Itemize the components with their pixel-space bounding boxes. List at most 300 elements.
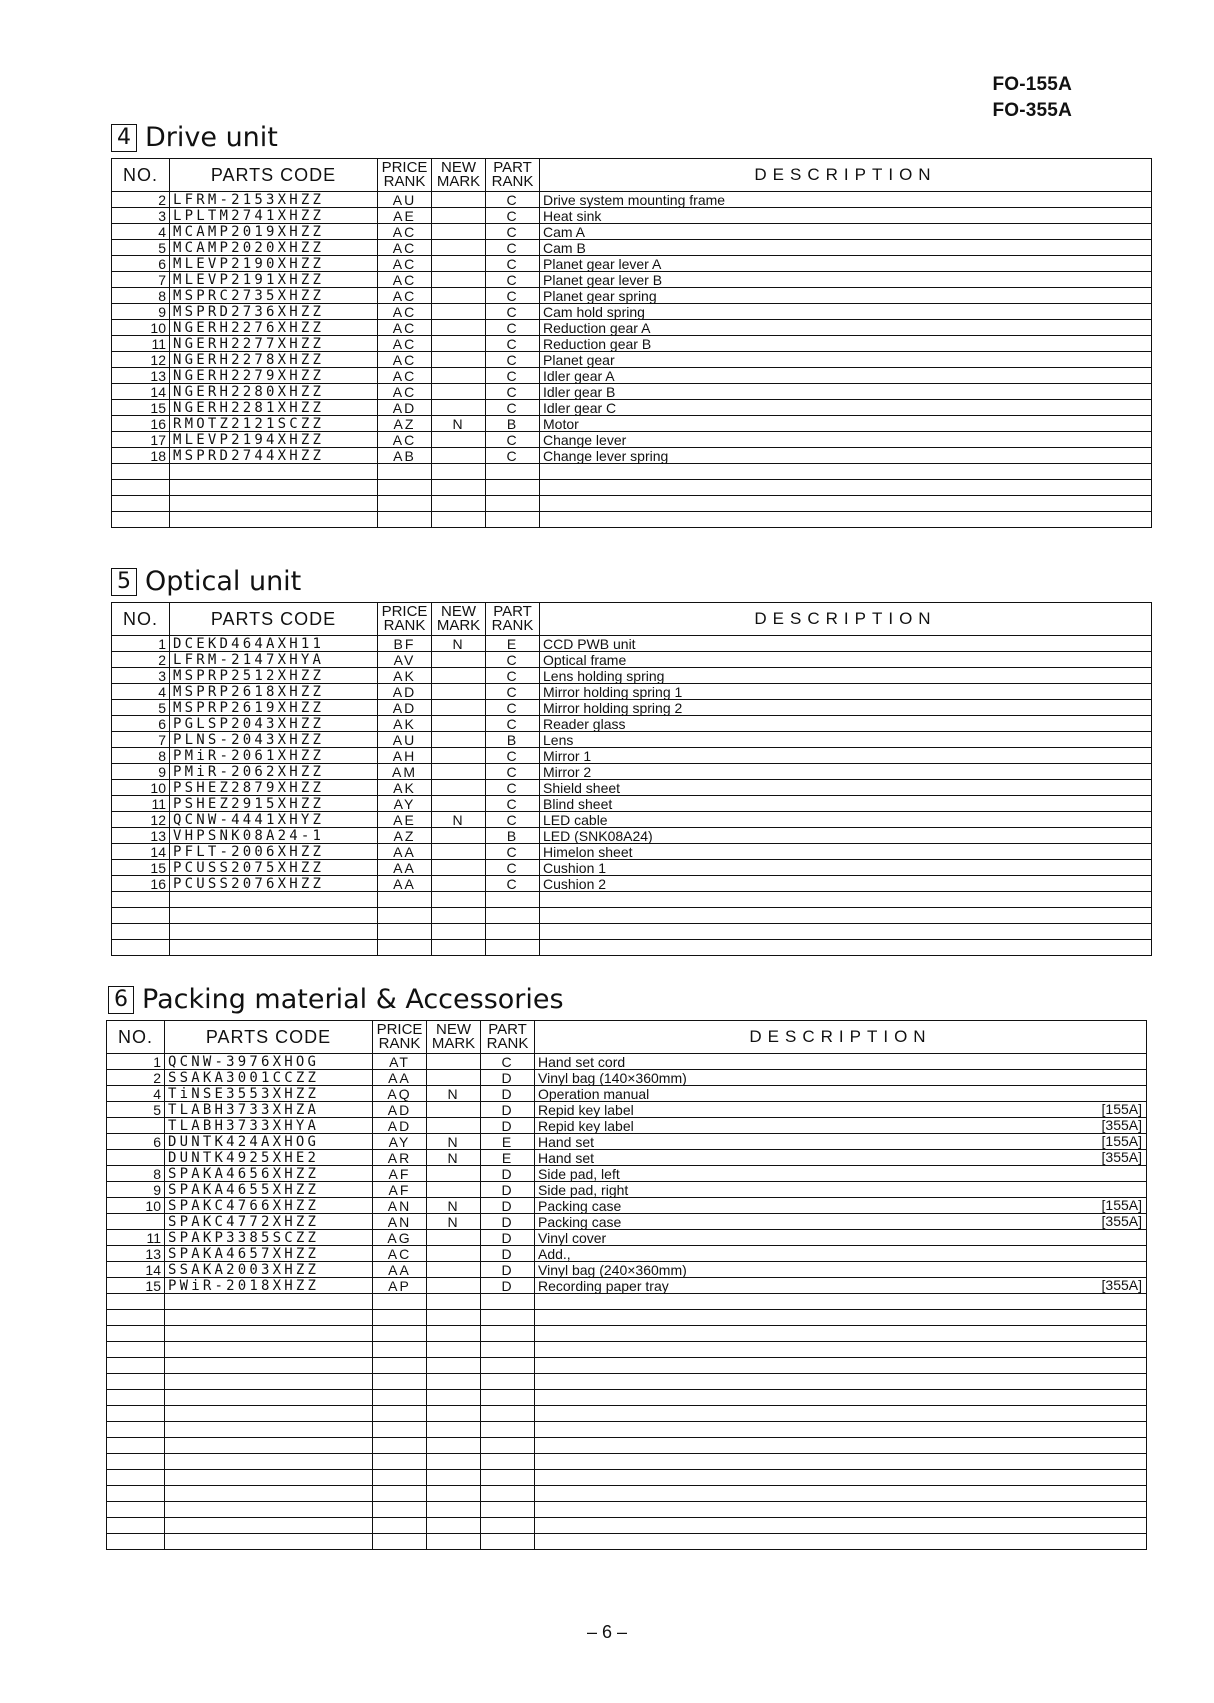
cell-new-mark: N — [427, 1198, 481, 1214]
blank-cell — [378, 512, 432, 528]
description-text: Repid key label — [538, 1101, 634, 1118]
col-header-new-mark-line1: NEW — [441, 603, 476, 620]
model-tag: [355A] — [1101, 1149, 1142, 1165]
cell-parts-code: LPLTM2741XHZZ — [170, 208, 378, 224]
blank-cell — [165, 1310, 373, 1326]
table-row — [112, 684, 1152, 700]
cell-price-rank: AA — [378, 876, 432, 892]
col-header-description: DESCRIPTION — [535, 1021, 1147, 1054]
cell-part-rank: C — [486, 876, 540, 892]
section-title-drive — [111, 122, 278, 153]
cell-part-rank: C — [481, 1054, 535, 1070]
cell-part-rank: C — [486, 668, 540, 684]
table-row — [107, 1086, 1147, 1102]
blank-cell — [486, 496, 540, 512]
blank-cell — [535, 1438, 1147, 1454]
cell-no: 5 — [112, 700, 170, 716]
table-row — [107, 1102, 1147, 1118]
cell-part-rank: D — [481, 1086, 535, 1102]
cell-price-rank: AY — [378, 796, 432, 812]
cell-part-rank: D — [481, 1230, 535, 1246]
cell-new-mark: N — [427, 1086, 481, 1102]
blank-cell — [165, 1486, 373, 1502]
cell-part-rank: C — [486, 432, 540, 448]
blank-cell — [373, 1310, 427, 1326]
cell-new-mark — [432, 796, 486, 812]
blank-row — [107, 1294, 1147, 1310]
cell-new-mark — [432, 844, 486, 860]
description-text: Repid key label — [538, 1117, 634, 1134]
cell-new-mark — [432, 320, 486, 336]
cell-part-rank: D — [481, 1070, 535, 1086]
model-number-2: FO-355A — [992, 100, 1072, 121]
blank-cell — [486, 940, 540, 956]
cell-price-rank: AZ — [378, 416, 432, 432]
cell-part-rank: D — [481, 1118, 535, 1134]
cell-new-mark — [427, 1070, 481, 1086]
cell-no: 3 — [112, 208, 170, 224]
cell-part-rank: D — [481, 1102, 535, 1118]
cell-part-rank: C — [486, 716, 540, 732]
cell-part-rank: C — [486, 764, 540, 780]
cell-price-rank: AC — [378, 256, 432, 272]
blank-cell — [165, 1518, 373, 1534]
cell-parts-code: SSAKA3001CCZZ — [165, 1070, 373, 1086]
description-text: Cushion 1 — [543, 859, 607, 876]
col-header-new-mark-line2: MARK — [436, 617, 481, 634]
cell-no: 10 — [112, 320, 170, 336]
blank-cell — [107, 1470, 165, 1486]
col-header-part-rank-line1: PART — [488, 1021, 527, 1038]
table-row — [112, 796, 1152, 812]
cell-price-rank: AN — [373, 1198, 427, 1214]
blank-cell — [165, 1326, 373, 1342]
blank-cell — [112, 940, 170, 956]
table-row — [107, 1214, 1147, 1230]
cell-part-rank: C — [486, 192, 540, 208]
blank-cell — [112, 496, 170, 512]
cell-part-rank: C — [486, 748, 540, 764]
cell-price-rank: AA — [373, 1262, 427, 1278]
description-text: Side pad, right — [538, 1181, 629, 1198]
blank-cell — [107, 1358, 165, 1374]
description-text: Cushion 2 — [543, 875, 607, 892]
blank-cell — [535, 1342, 1147, 1358]
description-text: Optical frame — [543, 651, 627, 668]
table-row — [112, 336, 1152, 352]
description-text: Shield sheet — [543, 779, 621, 796]
blank-cell — [540, 512, 1152, 528]
description-text: Packing case — [538, 1213, 622, 1230]
cell-new-mark — [432, 208, 486, 224]
col-header-description: DESCRIPTION — [540, 159, 1152, 192]
blank-cell — [481, 1486, 535, 1502]
col-header-new-mark — [432, 603, 486, 636]
model-tag: [355A] — [1101, 1277, 1142, 1293]
cell-description — [540, 192, 1152, 208]
blank-cell — [107, 1518, 165, 1534]
col-header-new-mark — [432, 159, 486, 192]
cell-parts-code: PMiR-2061XHZZ — [170, 748, 378, 764]
cell-part-rank: C — [486, 336, 540, 352]
cell-price-rank: AD — [373, 1118, 427, 1134]
table-row — [112, 652, 1152, 668]
description-text: Change lever — [543, 431, 627, 448]
cell-no: 9 — [107, 1182, 165, 1198]
cell-parts-code: MLEVP2191XHZZ — [170, 272, 378, 288]
col-header-price-rank-line2: RANK — [378, 1035, 421, 1052]
col-header-no: NO. — [112, 603, 170, 636]
cell-new-mark — [432, 732, 486, 748]
cell-no: 18 — [112, 448, 170, 464]
cell-no: 7 — [112, 732, 170, 748]
blank-cell — [170, 464, 378, 480]
cell-no: 8 — [112, 288, 170, 304]
col-header-new-mark-line1: NEW — [441, 159, 476, 176]
cell-description — [535, 1102, 1147, 1118]
cell-description — [540, 748, 1152, 764]
cell-price-rank: AC — [378, 288, 432, 304]
cell-price-rank: AC — [378, 304, 432, 320]
section-number: 5 — [111, 568, 137, 596]
blank-row — [107, 1374, 1147, 1390]
cell-description — [535, 1278, 1147, 1294]
page-number: – 6 – — [586, 1622, 628, 1642]
description-text: Reduction gear A — [543, 319, 651, 336]
cell-no: 12 — [112, 352, 170, 368]
cell-no: 2 — [112, 192, 170, 208]
cell-description — [540, 668, 1152, 684]
cell-parts-code: PSHEZ2879XHZZ — [170, 780, 378, 796]
table-row — [112, 844, 1152, 860]
cell-new-mark — [427, 1054, 481, 1070]
blank-row — [112, 496, 1152, 512]
cell-description — [540, 684, 1152, 700]
cell-description — [540, 256, 1152, 272]
blank-cell — [481, 1534, 535, 1550]
cell-description — [540, 652, 1152, 668]
table-row — [112, 384, 1152, 400]
cell-no: 11 — [112, 336, 170, 352]
blank-cell — [481, 1470, 535, 1486]
cell-parts-code: SPAKA4655XHZZ — [165, 1182, 373, 1198]
cell-no: 15 — [107, 1278, 165, 1294]
cell-no: 5 — [107, 1102, 165, 1118]
cell-new-mark — [432, 828, 486, 844]
blank-cell — [373, 1518, 427, 1534]
cell-part-rank: C — [486, 700, 540, 716]
model-tag: [355A] — [1101, 1213, 1142, 1229]
blank-cell — [535, 1470, 1147, 1486]
description-text: LED cable — [543, 811, 608, 828]
cell-description — [535, 1134, 1147, 1150]
cell-parts-code: TLABH3733XHYA — [165, 1118, 373, 1134]
cell-description — [535, 1246, 1147, 1262]
table-row — [107, 1198, 1147, 1214]
blank-cell — [427, 1342, 481, 1358]
cell-parts-code: SPAKP3385SCZZ — [165, 1230, 373, 1246]
blank-cell — [540, 464, 1152, 480]
table-row — [112, 192, 1152, 208]
section-title-optical — [111, 566, 301, 597]
blank-cell — [432, 480, 486, 496]
table-row — [107, 1166, 1147, 1182]
description-text: Cam B — [543, 239, 586, 256]
cell-no: 14 — [112, 844, 170, 860]
cell-new-mark — [432, 272, 486, 288]
table-row — [112, 876, 1152, 892]
description-text: Lens — [543, 731, 574, 748]
cell-part-rank: E — [481, 1134, 535, 1150]
cell-price-rank: AU — [378, 732, 432, 748]
section-title-text: Packing material & Accessories — [142, 984, 564, 1015]
cell-parts-code: PGLSP2043XHZZ — [170, 716, 378, 732]
blank-row — [112, 908, 1152, 924]
blank-row — [107, 1406, 1147, 1422]
blank-cell — [165, 1294, 373, 1310]
cell-parts-code: QCNW-3976XHOG — [165, 1054, 373, 1070]
description-text: Mirror holding spring 2 — [543, 699, 683, 716]
table-row — [112, 368, 1152, 384]
table-row — [107, 1246, 1147, 1262]
blank-cell — [378, 464, 432, 480]
table-row — [107, 1262, 1147, 1278]
cell-description — [540, 240, 1152, 256]
cell-part-rank: D — [481, 1166, 535, 1182]
blank-cell — [165, 1390, 373, 1406]
cell-description — [540, 400, 1152, 416]
cell-parts-code: LFRM-2147XHYA — [170, 652, 378, 668]
cell-price-rank: AF — [373, 1166, 427, 1182]
col-header-part-rank — [486, 159, 540, 192]
cell-parts-code: VHPSNK08A24-1 — [170, 828, 378, 844]
table-row — [112, 716, 1152, 732]
cell-new-mark — [432, 764, 486, 780]
blank-cell — [432, 940, 486, 956]
model-tag: [355A] — [1101, 1117, 1142, 1133]
col-header-price-rank — [378, 603, 432, 636]
blank-cell — [165, 1358, 373, 1374]
cell-parts-code: NGERH2277XHZZ — [170, 336, 378, 352]
blank-cell — [378, 908, 432, 924]
cell-no: 8 — [107, 1166, 165, 1182]
blank-cell — [535, 1294, 1147, 1310]
cell-parts-code: PCUSS2076XHZZ — [170, 876, 378, 892]
blank-cell — [540, 908, 1152, 924]
cell-parts-code: NGERH2280XHZZ — [170, 384, 378, 400]
blank-cell — [432, 512, 486, 528]
blank-cell — [373, 1486, 427, 1502]
blank-cell — [535, 1534, 1147, 1550]
blank-cell — [540, 940, 1152, 956]
cell-price-rank: AC — [378, 240, 432, 256]
description-text: Planet gear spring — [543, 287, 657, 304]
cell-no: 9 — [112, 304, 170, 320]
blank-cell — [540, 924, 1152, 940]
description-text: Side pad, left — [538, 1165, 620, 1182]
cell-no: 9 — [112, 764, 170, 780]
cell-part-rank: C — [486, 272, 540, 288]
blank-cell — [432, 908, 486, 924]
blank-cell — [107, 1342, 165, 1358]
blank-cell — [427, 1326, 481, 1342]
cell-new-mark — [432, 288, 486, 304]
blank-cell — [427, 1534, 481, 1550]
blank-row — [112, 940, 1152, 956]
blank-cell — [373, 1438, 427, 1454]
description-text: Planet gear — [543, 351, 615, 368]
cell-description — [540, 716, 1152, 732]
cell-price-rank: AK — [378, 780, 432, 796]
cell-description — [535, 1150, 1147, 1166]
model-number-1: FO-155A — [992, 74, 1072, 95]
blank-cell — [373, 1502, 427, 1518]
cell-no: 15 — [112, 860, 170, 876]
description-text: Idler gear A — [543, 367, 615, 384]
blank-row — [107, 1358, 1147, 1374]
description-text: Idler gear C — [543, 399, 617, 416]
blank-cell — [427, 1454, 481, 1470]
blank-cell — [107, 1486, 165, 1502]
col-header-part-rank-line1: PART — [493, 603, 532, 620]
cell-no: 11 — [112, 796, 170, 812]
col-header-new-mark-line2: MARK — [436, 173, 481, 190]
description-text: Cam A — [543, 223, 586, 240]
cell-part-rank: B — [486, 732, 540, 748]
col-header-price-rank-line1: PRICE — [381, 159, 428, 176]
blank-cell — [481, 1358, 535, 1374]
cell-no: 4 — [107, 1086, 165, 1102]
cell-parts-code: PWiR-2018XHZZ — [165, 1278, 373, 1294]
header-row — [107, 1021, 1147, 1054]
cell-description — [535, 1118, 1147, 1134]
blank-cell — [373, 1406, 427, 1422]
cell-new-mark — [432, 304, 486, 320]
cell-new-mark — [427, 1230, 481, 1246]
table-row — [112, 780, 1152, 796]
blank-cell — [112, 892, 170, 908]
col-header-new-mark-line1: NEW — [436, 1021, 471, 1038]
cell-parts-code: DUNTK424AXHOG — [165, 1134, 373, 1150]
blank-row — [107, 1454, 1147, 1470]
model-tag: [155A] — [1101, 1197, 1142, 1213]
cell-no: 1 — [107, 1054, 165, 1070]
cell-price-rank: AB — [378, 448, 432, 464]
blank-cell — [165, 1374, 373, 1390]
cell-description — [540, 636, 1152, 652]
blank-cell — [107, 1390, 165, 1406]
cell-parts-code: MCAMP2020XHZZ — [170, 240, 378, 256]
blank-row — [107, 1486, 1147, 1502]
cell-price-rank: AG — [373, 1230, 427, 1246]
blank-cell — [535, 1422, 1147, 1438]
table-row — [112, 304, 1152, 320]
blank-cell — [378, 924, 432, 940]
description-text: Vinyl cover — [538, 1229, 607, 1246]
blank-cell — [170, 924, 378, 940]
cell-no: 6 — [107, 1134, 165, 1150]
blank-cell — [481, 1342, 535, 1358]
cell-parts-code: SPAKA4657XHZZ — [165, 1246, 373, 1262]
description-text: Hand set — [538, 1149, 595, 1166]
cell-price-rank: AC — [378, 320, 432, 336]
blank-row — [107, 1422, 1147, 1438]
cell-description — [540, 448, 1152, 464]
cell-part-rank: B — [486, 828, 540, 844]
cell-price-rank: AC — [378, 272, 432, 288]
cell-new-mark — [432, 652, 486, 668]
cell-new-mark — [432, 384, 486, 400]
cell-price-rank: AC — [373, 1246, 427, 1262]
blank-cell — [378, 480, 432, 496]
cell-price-rank: AU — [378, 192, 432, 208]
table-row — [107, 1182, 1147, 1198]
description-text: Blind sheet — [543, 795, 613, 812]
cell-part-rank: C — [486, 320, 540, 336]
description-text: Heat sink — [543, 207, 602, 224]
blank-cell — [535, 1326, 1147, 1342]
cell-price-rank: AV — [378, 652, 432, 668]
cell-part-rank: D — [481, 1198, 535, 1214]
blank-cell — [535, 1406, 1147, 1422]
cell-no: 2 — [107, 1070, 165, 1086]
table-row — [112, 320, 1152, 336]
cell-part-rank: B — [486, 416, 540, 432]
cell-parts-code: PMiR-2062XHZZ — [170, 764, 378, 780]
cell-part-rank: C — [486, 652, 540, 668]
cell-price-rank: AA — [378, 844, 432, 860]
cell-no: 17 — [112, 432, 170, 448]
cell-new-mark — [427, 1246, 481, 1262]
table-row — [112, 828, 1152, 844]
table-row — [112, 432, 1152, 448]
cell-description — [540, 732, 1152, 748]
section-number: 6 — [108, 986, 134, 1014]
blank-row — [112, 924, 1152, 940]
cell-no: 15 — [112, 400, 170, 416]
cell-description — [540, 352, 1152, 368]
cell-part-rank: C — [486, 812, 540, 828]
cell-new-mark — [432, 224, 486, 240]
cell-price-rank: AC — [378, 432, 432, 448]
blank-cell — [427, 1438, 481, 1454]
description-text: Lens holding spring — [543, 667, 665, 684]
cell-price-rank: AC — [378, 336, 432, 352]
blank-cell — [427, 1470, 481, 1486]
cell-new-mark — [432, 432, 486, 448]
cell-no: 14 — [107, 1262, 165, 1278]
cell-price-rank: AZ — [378, 828, 432, 844]
blank-cell — [107, 1406, 165, 1422]
table-row — [107, 1134, 1147, 1150]
blank-row — [112, 464, 1152, 480]
description-text: Idler gear B — [543, 383, 616, 400]
cell-price-rank: AD — [373, 1102, 427, 1118]
description-text: Planet gear lever B — [543, 271, 663, 288]
cell-part-rank: D — [481, 1262, 535, 1278]
cell-new-mark — [432, 748, 486, 764]
blank-cell — [165, 1502, 373, 1518]
col-header-part-rank-line1: PART — [493, 159, 532, 176]
table-row — [112, 288, 1152, 304]
cell-new-mark — [432, 400, 486, 416]
blank-cell — [481, 1438, 535, 1454]
cell-new-mark — [427, 1166, 481, 1182]
blank-cell — [432, 892, 486, 908]
cell-no: 11 — [107, 1230, 165, 1246]
cell-new-mark: N — [432, 416, 486, 432]
blank-cell — [481, 1326, 535, 1342]
